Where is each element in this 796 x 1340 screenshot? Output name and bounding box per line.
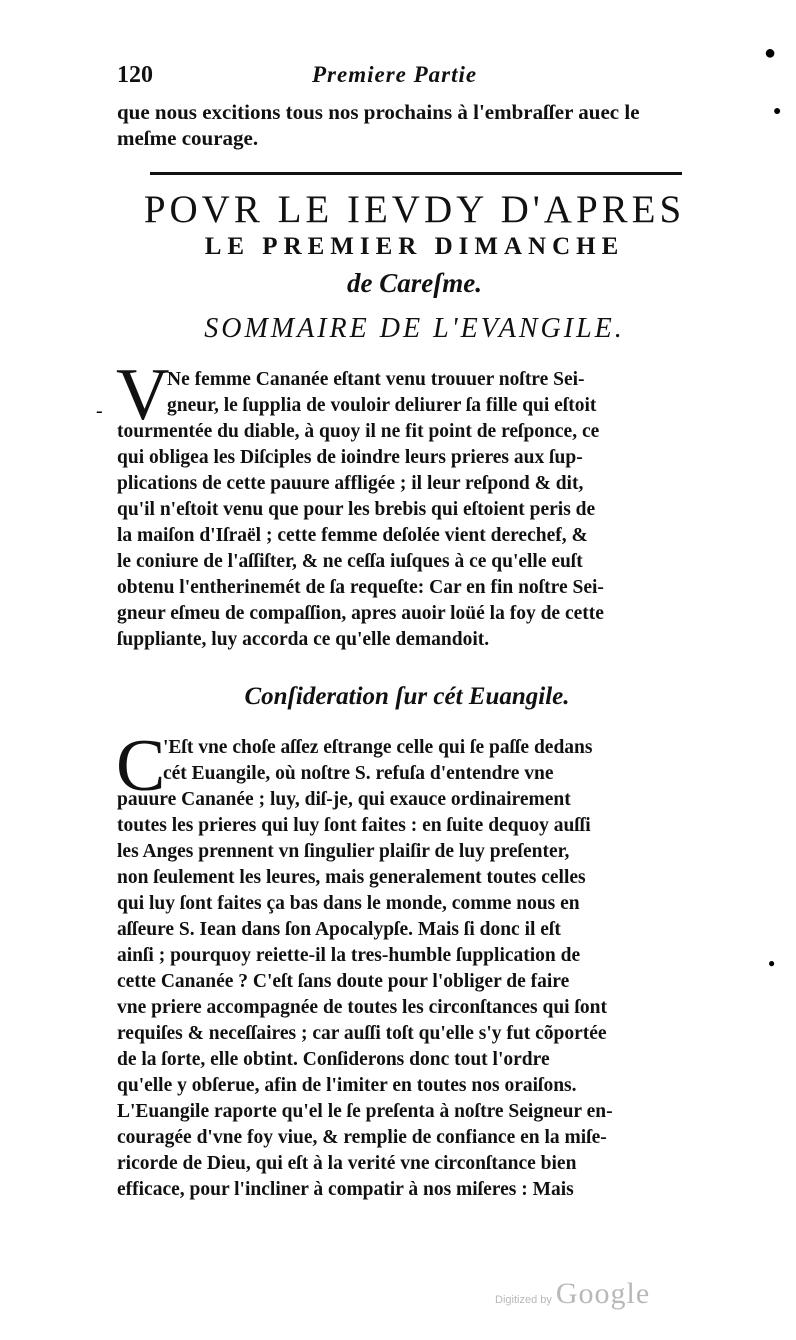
text-line: qu'il n'eſtoit venu que pour les brebis qui eſtoient peris de bbox=[117, 499, 596, 520]
text-line: tourmentée du diable, à quoy il ne fit point de reſponce, ce bbox=[117, 421, 600, 442]
margin-dash-mark: - bbox=[96, 400, 103, 422]
running-header bbox=[117, 62, 717, 92]
ink-dot-mark: ● bbox=[764, 42, 777, 64]
text-line: ſuppliante, luy accorda ce qu'elle demandoit. bbox=[117, 629, 490, 650]
watermark-prefix: Digitized by bbox=[495, 1294, 552, 1306]
digitization-watermark bbox=[495, 1277, 650, 1311]
text-line: efficace, pour l'incliner à compatir à nos miſeres : Mais bbox=[117, 1179, 574, 1200]
text-line: gneur eſmeu de compaſſion, apres auoir loüé la foy de cette bbox=[117, 603, 604, 624]
consideration-dropcap: C bbox=[116, 725, 166, 807]
text-line: gneur, le ſupplia de vouloir deliurer ſa fille qui eſtoit bbox=[167, 395, 597, 416]
text-line: plications de cette pauure affligée ; il leur reſpond & dit, bbox=[117, 473, 584, 494]
text-line: L'Euangile raporte qu'el le ſe preſenta à noſtre Seigneur en- bbox=[117, 1101, 613, 1122]
section-title-line-1: POVR LE IEVDY D'APRES bbox=[143, 188, 686, 231]
summary-dropcap: V bbox=[116, 354, 170, 436]
text-line: ainſi ; pourquoy reiette-il la tres-humble ſupplication de bbox=[117, 945, 581, 966]
text-line: ricorde de Dieu, qui eſt à la verité vne circonſtance bien bbox=[117, 1153, 577, 1174]
text-line: de la ſorte, elle obtint. Conſiderons donc tout l'ordre bbox=[117, 1049, 550, 1070]
text-line: non ſeulement les leures, mais generalement toutes celles bbox=[117, 867, 586, 888]
text-line: vne priere accompagnée de toutes les circonſtances qui ſont bbox=[117, 997, 607, 1018]
text-line: requiſes & neceſſaires ; car auſſi toſt qu'elle s'y fut cõportée bbox=[117, 1023, 607, 1044]
text-line: le coniure de l'aſſiſter, & ne ceſſa iuſques à ce qu'elle euſt bbox=[117, 551, 583, 572]
text-line: cét Euangile, où noſtre S. refuſa d'entendre vne bbox=[163, 763, 554, 784]
summary-heading: SOMMAIRE DE L'EVANGILE. bbox=[204, 313, 625, 344]
text-line: obtenu l'entherinemét de ſa requeſte: Car en fin noſtre Sei- bbox=[117, 577, 604, 598]
text-line: pauure Cananée ; luy, diſ-je, qui exauce ordinairement bbox=[117, 789, 571, 810]
text-line: 'Eſt vne choſe aſſez eſtrange celle qui ſe paſſe dedans bbox=[163, 737, 593, 758]
ink-dot-mark: ● bbox=[773, 104, 782, 119]
running-title: Premiere Partie bbox=[312, 62, 478, 87]
text-line: la maiſon d'Iſraël ; cette femme deſolée vient derechef, & bbox=[117, 525, 588, 546]
continuation-line: meſme courage. bbox=[117, 126, 259, 150]
text-line: toutes les prieres qui luy ſont faites : en ſuite dequoy auſſi bbox=[117, 815, 591, 836]
text-line: couragée d'vne foy viue, & remplie de confiance en la miſe- bbox=[117, 1127, 607, 1148]
text-line: Ne femme Cananée eſtant venu trouuer noſtre Sei- bbox=[167, 369, 585, 390]
text-line: les Anges prennent vn ſingulier plaiſir de luy preſenter, bbox=[117, 841, 570, 862]
text-line: cette Cananée ? C'eſt ſans doute pour l'obliger de faire bbox=[117, 971, 570, 992]
consideration-paragraph bbox=[117, 735, 707, 1203]
summary-paragraph bbox=[117, 367, 707, 653]
continuation-line: que nous excitions tous nos prochains à l'embraſſer auec le bbox=[117, 100, 640, 124]
text-line: qui luy ſont faites ça bas dans le monde, comme nous en bbox=[117, 893, 580, 914]
text-line: qu'elle y obſerue, afin de l'imiter en toutes nos oraiſons. bbox=[117, 1075, 577, 1096]
watermark-brand: Google bbox=[555, 1277, 651, 1310]
divider-rule bbox=[150, 172, 682, 175]
section-title-line-3: de Careſme. bbox=[347, 268, 482, 298]
text-line: aſſeure S. Iean dans ſon Apocalypſe. Mais ſi donc il eſt bbox=[117, 919, 561, 940]
ink-dot-mark: ● bbox=[768, 956, 776, 970]
consideration-heading: Conſideration ſur cét Euangile. bbox=[244, 683, 570, 710]
section-title-line-2: LE PREMIER DIMANCHE bbox=[204, 233, 625, 260]
page-number: 120 bbox=[117, 62, 153, 88]
text-line: qui obligea les Diſciples de ioindre leurs prieres aux ſup- bbox=[117, 447, 583, 468]
